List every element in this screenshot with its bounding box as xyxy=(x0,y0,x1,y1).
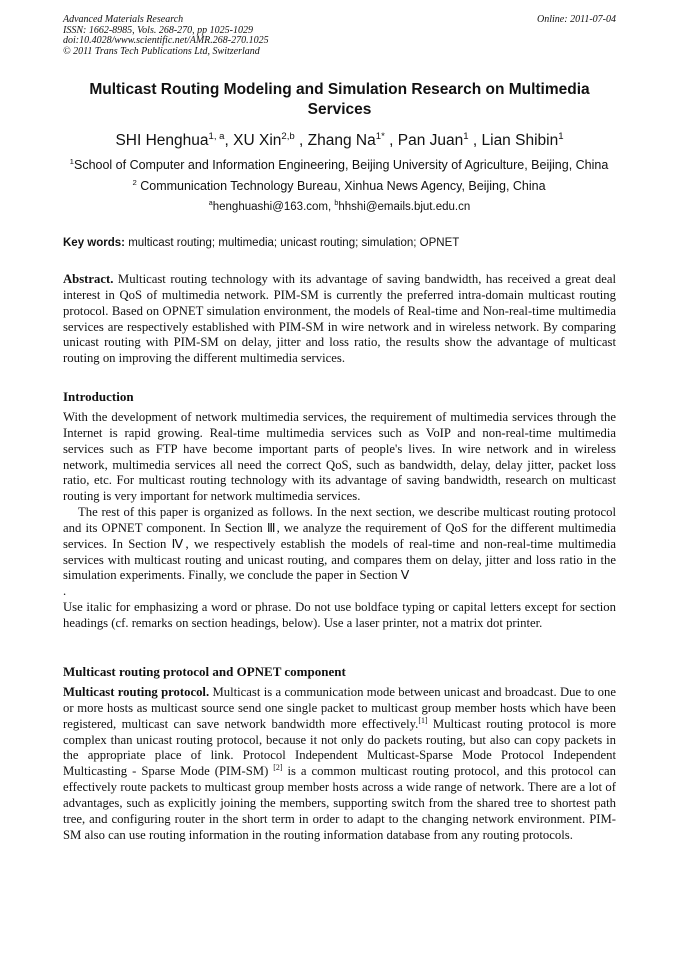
paragraph-lead: Multicast routing protocol. xyxy=(63,685,210,699)
author-sup: 1 xyxy=(558,130,564,142)
keywords-label: Key words: xyxy=(63,237,125,249)
affiliation-2 xyxy=(55,178,623,194)
author-sep: , xyxy=(468,132,482,149)
journal-header xyxy=(63,15,616,57)
keywords-text: multicast routing; multimedia; unicast routing; simulation; OPNET xyxy=(125,237,460,249)
citation-ref: [1] xyxy=(418,715,428,725)
online-date: Online: 2011-07-04 xyxy=(537,14,616,25)
author-sep: , xyxy=(224,132,234,149)
section-body xyxy=(63,685,616,843)
paragraph-text: Multicast routing protocol is more complex than unicast routing protocol, because it not only do packets routing, but also can copy packets in the appropriate place of link. Protocol Independent Multicast-Sparse Mode Protocol Independent Multicasting - Sparse Mode (PIM-SM) xyxy=(63,716,616,779)
author-sup: 1* xyxy=(375,130,385,142)
paragraph-text: Multicast is a communication mode between unicast and broadcast. Due to one or more hosts as multicast source send one single packet to multicast group member hosts which have been registered, multicast can save network bandwidth more effectively. xyxy=(63,685,616,731)
author-name: SHI Henghua xyxy=(115,132,209,149)
section-paragraph xyxy=(63,685,616,843)
email-sup: a xyxy=(208,199,213,208)
abstract-label: Abstract. xyxy=(63,272,114,286)
introduction-heading: Introduction xyxy=(63,389,134,404)
author-sep: , xyxy=(384,132,398,149)
affiliation-text: Communication Technology Bureau, Xinhua News Agency, Beijing, China xyxy=(136,179,546,193)
author-sep: , xyxy=(294,132,308,149)
paper-title: Multicast Routing Modeling and Simulation Research on Multimedia Services xyxy=(89,81,590,118)
keywords xyxy=(63,236,616,251)
abstract xyxy=(63,272,616,367)
author-emails xyxy=(63,200,616,215)
intro-paragraph-3: Use italic for emphasizing a word or phrase. Do not use boldface typing or capital letters except for section headings (cf. remarks on section headings, below). Use a laser printer, not a matrix dot printer. xyxy=(63,600,616,630)
author-name: Lian Shibin xyxy=(481,132,559,149)
author-name: XU Xin xyxy=(233,132,282,149)
journal-doi: doi:10.4028/www.scientific.net/AMR.268-270.1025 xyxy=(63,35,269,46)
section-heading: Multicast routing protocol and OPNET component xyxy=(63,664,346,679)
author-list xyxy=(63,131,616,151)
affiliation-1 xyxy=(55,157,623,173)
author-name: Pan Juan xyxy=(397,132,464,149)
intro-paragraph-1: With the development of network multimedia services, the requirement of multimedia services through the Internet is rapid growing. Real-time multimedia services such as VoIP and non-real-time multimedia services such as FTP have become important parts of people's lives. In wire network and in wireless network, multimedia services all need the correct QoS, such as bandwidth, delay, delay jitter, packet loss ratio, etc. For multicast routing technology with its advantage of saving bandwidth, research on multicast routing is very important for network multimedia services. xyxy=(63,410,616,504)
paragraph-text: is a common multicast routing protocol, and this protocol can effectively route packets to multicast group member hosts across a wide range of network. There are a lot of advantages, such as explicitly joining the members, supporting switch from the shared tree to shortest path tree, and configuring router in the short term in order to adapt to the changing network environment. PIM-SM also can use routing information in the routing information database from any routing protocols. xyxy=(63,764,616,842)
author-sup: 1, a xyxy=(208,130,225,142)
journal-name: Advanced Materials Research xyxy=(63,14,184,25)
abstract-text: Multicast routing technology with its advantage of saving bandwidth, has received a great deal interest in QoS of multimedia network. PIM-SM is currently the preferred intra-domain multicast routing protocol. Based on OPNET simulation environment, the models of Real-time and Non-real-time multimedia services are respectively established with PIM-SM in wire network and in wireless network. By comparing unicast routing with PIM-SM on delay, jitter and loss ratio, the results show the advantage of multicast routing on improving the different multimedia services. xyxy=(63,272,616,366)
affiliation-text: School of Computer and Information Engineering, Beijing University of Agriculture, Beijing, China xyxy=(73,158,609,172)
journal-issn: ISSN: 1662-8985, Vols. 268-270, pp 1025-1029 xyxy=(63,24,253,36)
intro-paragraph-2-end: . xyxy=(63,584,67,599)
intro-paragraph-2: The rest of this paper is organized as follows. In the next section, we describe multicast routing protocol and its OPNET component. In Section Ⅲ, we analyze the requirement of QoS for the different multimedia services. In Section Ⅳ, we respectively establish the models of real-time and non-real-time multimedia services with multicast routing and unicast routing, and compares them on delay, jitter and loss ratio in the simulation experiments. Finally, we conclude the paper in Section Ⅴ xyxy=(63,505,616,583)
affiliation-sup: 1 xyxy=(69,156,74,166)
introduction-body xyxy=(63,410,616,632)
email-sup: b xyxy=(334,199,339,208)
email-text: hhshi@emails.bjut.edu.cn xyxy=(338,201,471,213)
email-text: henghuashi@163.com, xyxy=(212,201,335,213)
citation-ref: [2] xyxy=(273,762,283,772)
author-sup: 1 xyxy=(463,130,469,142)
journal-copyright: © 2011 Trans Tech Publications Ltd, Switzerland xyxy=(63,45,260,57)
author-sup: 2,b xyxy=(281,130,295,142)
affiliation-sup: 2 xyxy=(132,177,137,187)
author-name: Zhang Na xyxy=(307,132,376,149)
